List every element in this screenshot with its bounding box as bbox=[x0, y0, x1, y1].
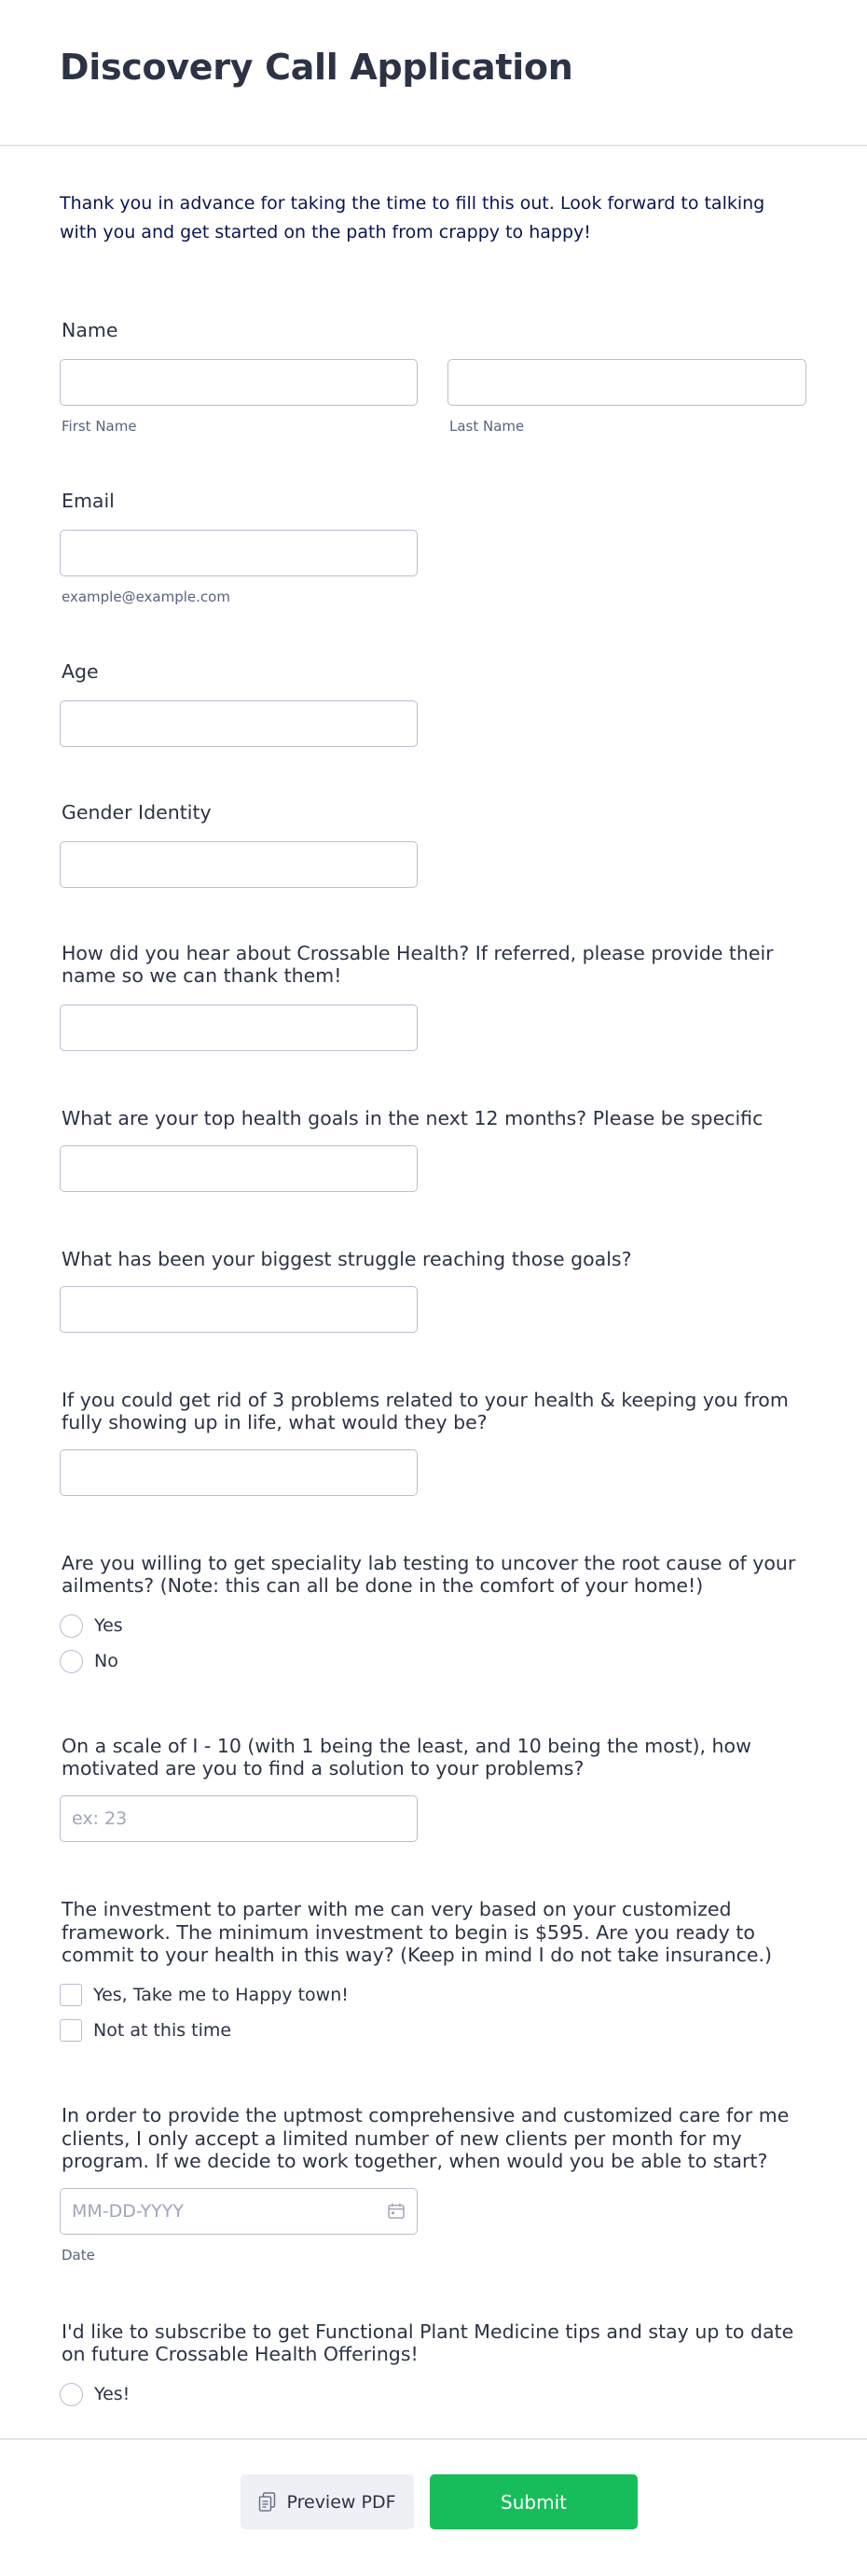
age-label: Age bbox=[62, 660, 99, 683]
option-label: Not at this time bbox=[93, 2020, 232, 2041]
option-label: Yes, Take me to Happy town! bbox=[93, 1985, 349, 2005]
submit-button[interactable]: Submit bbox=[430, 2474, 638, 2529]
lab-testing-option-yes[interactable] bbox=[60, 1612, 123, 1640]
motivation-input[interactable] bbox=[60, 1795, 418, 1842]
form-header bbox=[0, 0, 867, 146]
lab-testing-option-no[interactable] bbox=[60, 1647, 118, 1675]
goals-input[interactable] bbox=[60, 1145, 418, 1192]
radio-button[interactable] bbox=[60, 1614, 83, 1638]
struggle-label: What has been your biggest struggle reaching those goals? bbox=[62, 1248, 632, 1270]
start-date-input[interactable] bbox=[60, 2188, 418, 2235]
preview-pdf-button[interactable] bbox=[241, 2474, 414, 2529]
age-input[interactable] bbox=[60, 700, 418, 747]
radio-button[interactable] bbox=[60, 1650, 83, 1673]
problems-label: If you could get rid of 3 problems related to your health & keeping you from fully showing up in life, what would they be? bbox=[62, 1389, 789, 1433]
date-field[interactable] bbox=[60, 2188, 418, 2235]
email-label: Email bbox=[62, 490, 115, 512]
problems-input[interactable] bbox=[60, 1449, 418, 1496]
start-date-sublabel: Date bbox=[62, 2247, 95, 2264]
preview-pdf-label: Preview PDF bbox=[286, 2491, 396, 2513]
name-label: Name bbox=[62, 319, 118, 341]
first-name-input[interactable] bbox=[60, 359, 418, 406]
referral-label: How did you hear about Crossable Health? If referred, please provide their name so we can thank them! bbox=[62, 942, 774, 987]
motivation-label: On a scale of I - 10 (with 1 being the least, and 10 being the most), how motivated are you to find a solution to your problems? bbox=[62, 1735, 751, 1780]
gender-input[interactable] bbox=[60, 841, 418, 888]
checkbox[interactable] bbox=[60, 1984, 82, 2006]
option-label: Yes bbox=[94, 1615, 123, 1636]
document-icon bbox=[258, 2492, 277, 2513]
goals-label: What are your top health goals in the next 12 months? Please be specific bbox=[62, 1107, 764, 1129]
struggle-input[interactable] bbox=[60, 1286, 418, 1333]
last-name-sublabel: Last Name bbox=[449, 418, 525, 435]
subscribe-label: I'd like to subscribe to get Functional Plant Medicine tips and stay up to date on future Crossable Health Offerings! bbox=[62, 2320, 794, 2365]
investment-label: The investment to parter with me can very based on your customized framework. The minimum investment to begin is $595. Are you ready to commit to your health in this way? (Keep in mind I do not take insurance.) bbox=[62, 1898, 773, 1966]
first-name-sublabel: First Name bbox=[62, 418, 137, 435]
form-intro: Thank you in advance for taking the time to fill this out. Look forward to talking with you and get started on the path from crappy to happy! bbox=[60, 193, 765, 242]
referral-input[interactable] bbox=[60, 1004, 418, 1051]
investment-option-yes[interactable] bbox=[60, 1981, 349, 2009]
form-title: Discovery Call Application bbox=[60, 47, 573, 88]
lab-testing-label: Are you willing to get speciality lab testing to uncover the root cause of your ailments? (Note: this can all be done in the comfort of your home!) bbox=[62, 1552, 796, 1597]
calendar-icon[interactable] bbox=[388, 2203, 405, 2219]
option-label: No bbox=[94, 1651, 118, 1671]
checkbox[interactable] bbox=[60, 2019, 82, 2042]
investment-option-not-now[interactable] bbox=[60, 2016, 231, 2044]
subscribe-option-yes[interactable] bbox=[60, 2380, 130, 2408]
email-input[interactable] bbox=[60, 530, 418, 576]
radio-button[interactable] bbox=[60, 2383, 83, 2406]
email-sublabel: example@example.com bbox=[62, 589, 230, 605]
last-name-input[interactable] bbox=[447, 359, 806, 406]
start-date-label: In order to provide the uptmost comprehensive and customized care for me clients, I only accept a limited number of new clients per month for my program. If we decide to work together, when would you be able to start? bbox=[62, 2104, 790, 2172]
gender-label: Gender Identity bbox=[62, 801, 212, 824]
option-label: Yes! bbox=[94, 2384, 131, 2404]
